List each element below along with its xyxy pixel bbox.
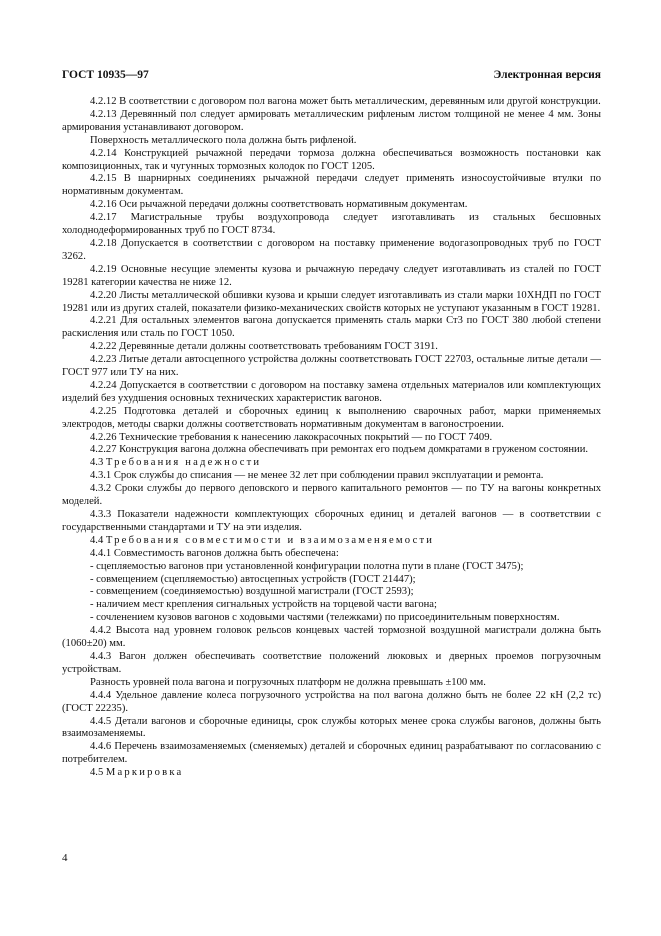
paragraph: 4.4.2 Высота над уровнем головок рельсов концевых частей тормозной воздушной магистрали должна быть (1060±20) мм. [62, 625, 601, 650]
section-heading [62, 457, 601, 470]
paragraph: - наличием мест крепления сигнальных устройств на торцевой части вагона; [90, 599, 437, 611]
header-standard-number: ГОСТ 10935—97 [62, 69, 149, 81]
paragraph: Поверхность металлического пола должна быть рифленой. [90, 134, 357, 146]
paragraph: 4.2.27 Конструкция вагона должна обеспечивать при ремонтах его подъем домкратами в груженом состоянии. [90, 444, 589, 456]
paragraph: 4.3.1 Срок службы до списания — не менее 32 лет при соблюдении правил эксплуатации и ремонта. [90, 470, 544, 482]
paragraph: - совмещением (сцепляемостью) автосцепных устройств (ГОСТ 21447); [90, 573, 416, 585]
section-number: 4.3 [90, 457, 104, 469]
section-number: 4.5 [90, 767, 104, 779]
paragraph: 4.4.5 Детали вагонов и сборочные единицы, срок службы которых менее срока службы вагонов, должны быть взаимозаменяемы. [62, 715, 601, 740]
section-heading [62, 767, 601, 780]
paragraph: 4.2.15 В шарнирных соединениях рычажной передачи следует применять износоустойчивые втулки по нормативным документам. [62, 173, 601, 198]
paragraph: 4.4.6 Перечень взаимозаменяемых (сменяемых) деталей и сборочных единиц разрабатывают по согласованию с потребителем. [62, 741, 601, 766]
header-version-label: Электронная версия [493, 69, 601, 81]
paragraph: 4.2.22 Деревянные детали должны соответствовать требованиям ГОСТ 3191. [90, 341, 438, 353]
section-title: Маркировка [105, 767, 184, 779]
paragraph: 4.2.13 Деревянный пол следует армировать металлическим рифленым листом толщиной не менее 4 мм. Зоны армирования устанавливают договором. [62, 108, 601, 133]
paragraph: 4.2.24 Допускается в соответствии с договором на поставку замена отдельных материалов или комплектующих изделий без ухудшения основных технических характеристик вагонов. [62, 379, 601, 404]
paragraph: 4.2.26 Технические требования к нанесению лакокрасочных покрытий — по ГОСТ 7409. [90, 431, 493, 443]
page-number: 4 [62, 852, 68, 864]
paragraph: 4.4.4 Удельное давление колеса погрузочного устройства на пол вагона должно быть не более 22 кН (2,2 тс) (ГОСТ 22235). [62, 689, 601, 714]
paragraph: 4.2.16 Оси рычажной передачи должны соответствовать нормативным документам. [90, 199, 468, 211]
paragraph: - совмещением (соединяемостью) воздушной магистрали (ГОСТ 2593); [90, 586, 414, 598]
paragraph: 4.4.3 Вагон должен обеспечивать соответствие положений люковых и дверных проемов погрузочным устройствам. [62, 650, 601, 675]
paragraph: 4.2.14 Конструкцией рычажной передачи тормоза должна обеспечиваться возможность постановки как композиционных, так и чугунных тормозных колодок по ГОСТ 1205. [62, 147, 601, 172]
paragraph: 4.2.17 Магистральные трубы воздухопровода следует изготавливать из стальных бесшовных холоднодеформированных труб по ГОСТ 8734. [62, 212, 601, 237]
paragraph: 4.4.1 Совместимость вагонов должна быть обеспечена: [90, 547, 339, 559]
paragraph: - сочленением кузовов вагонов с ходовыми частями (тележками) по присоединительным поверхностям. [90, 612, 560, 624]
paragraph: 4.2.25 Подготовка деталей и сборочных единиц к выполнению сварочных работ, марки применяемых электродов, методы сварки должны соответствовать нормативным документам в вагоностроении. [62, 405, 601, 430]
section-title: Требования совместимости и взаимозаменяемости [105, 534, 435, 546]
paragraph: 4.3.3 Показатели надежности комплектующих сборочных единиц и деталей вагонов — в соответствии с государственными стандартами и ТУ на эти изделия. [62, 509, 601, 533]
paragraph: - сцепляемостью вагонов при установленной конфигурации полотна пути в плане (ГОСТ 3475); [90, 560, 524, 572]
paragraph: 4.2.23 Литые детали автосцепного устройства должны соответствовать ГОСТ 22703, остальные литые детали — ГОСТ 977 или ТУ на них. [62, 354, 601, 379]
paragraph: 4.3.2 Сроки службы до первого деповского и первого капитального ремонтов — по ТУ на вагоны конкретных моделей. [62, 483, 601, 508]
section-heading [62, 535, 601, 548]
paragraph: 4.2.12 В соответствии с договором пол вагона может быть металлическим, деревянным или другой конструкции. [90, 96, 601, 107]
section-title: Требования надежности [105, 457, 262, 469]
paragraph: 4.2.18 Допускается в соответствии с договором на поставку применение водогазопроводных труб по ГОСТ 3262. [62, 237, 601, 262]
paragraph: 4.2.20 Листы металлической обшивки кузова и крыши следует изготавливать из стали марки 10ХНДП по ГОСТ 19281 или из других сталей, показатели физико-механических свойств которых не уступают указанным в ГОСТ 19281. [62, 289, 601, 314]
document-body [62, 96, 601, 780]
paragraph: 4.2.19 Основные несущие элементы кузова и рычажную передачу следует изготавливать из сталей по ГОСТ 19281 категории качества не ниже 12. [62, 263, 601, 288]
paragraph: 4.2.21 Для остальных элементов вагона допускается применять сталь марки Ст3 по ГОСТ 380 любой степени раскисления или сталь по ГОСТ 1050. [62, 315, 601, 340]
paragraph: Разность уровней пола вагона и погрузочных платформ не должна превышать ±100 мм. [90, 676, 486, 688]
section-number: 4.4 [90, 534, 104, 546]
